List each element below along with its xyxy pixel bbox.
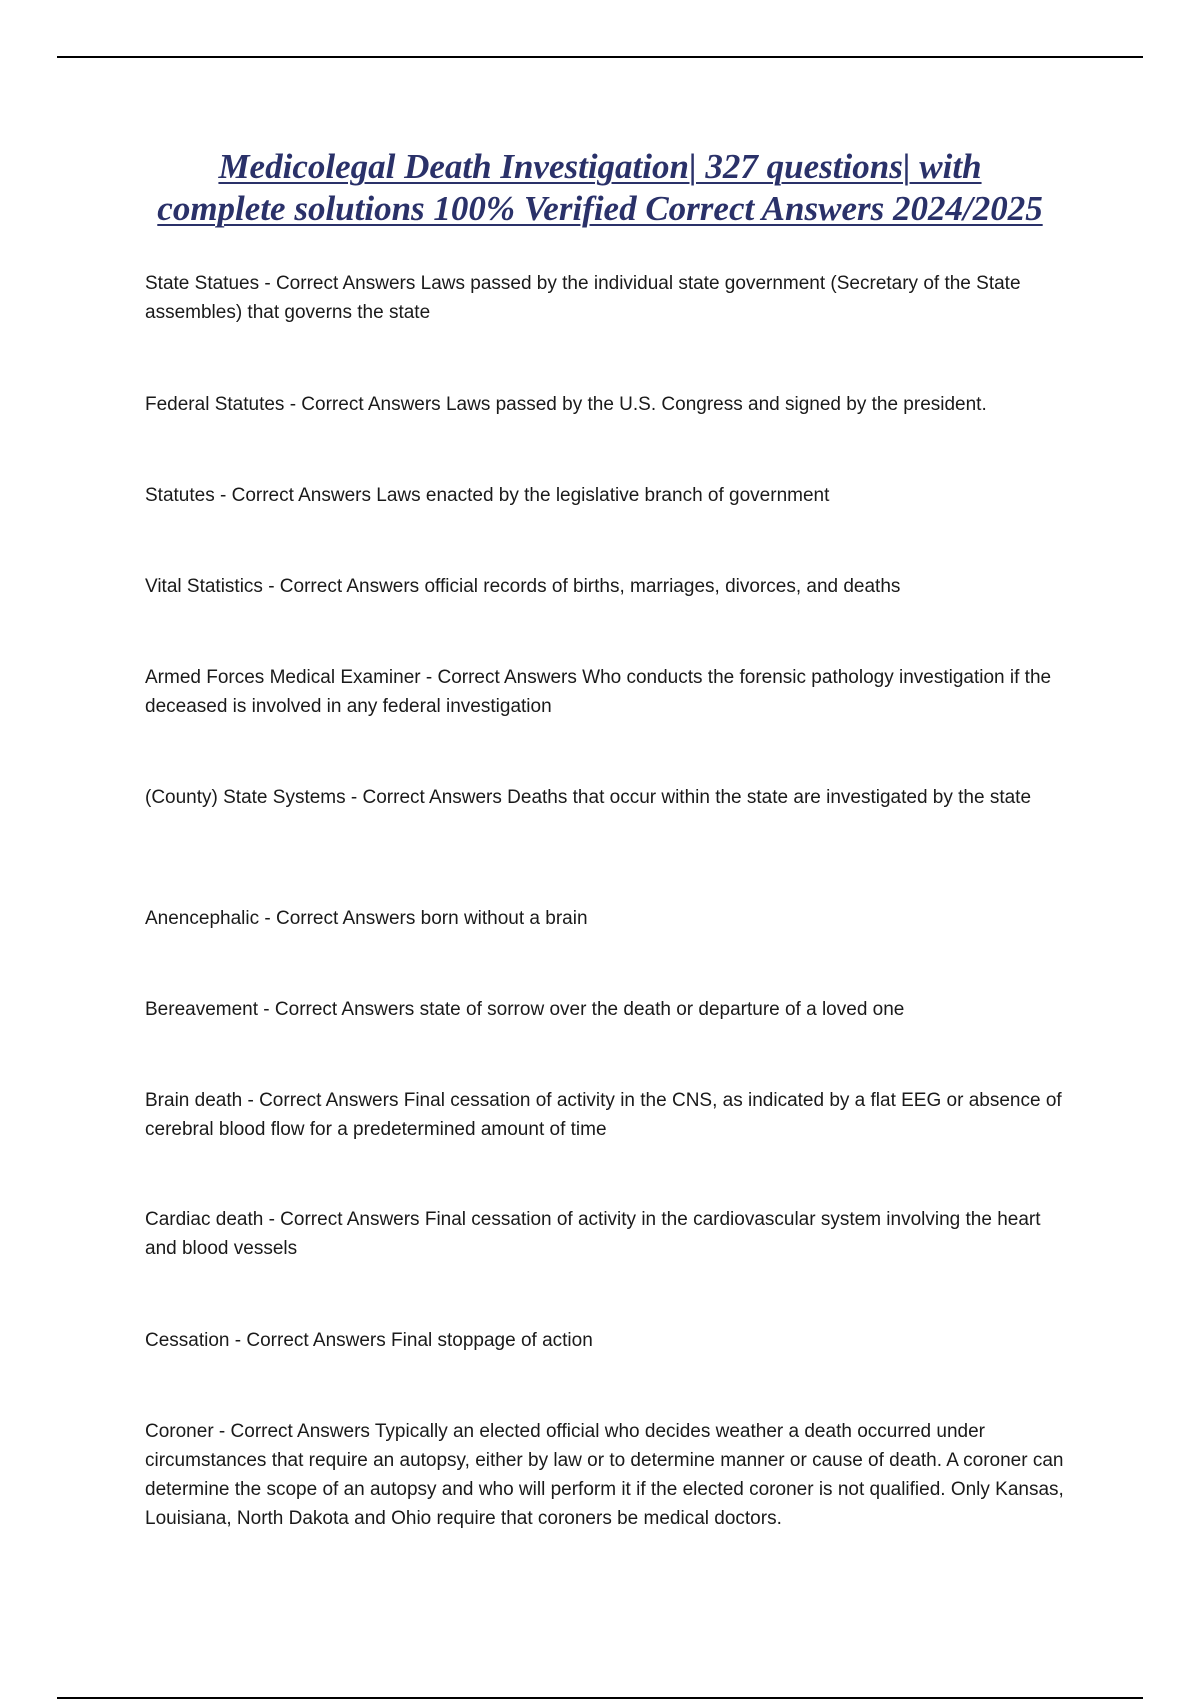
qa-answer: Typically an elected official who decides weather a death occurred under circumstances that require an autopsy, either by law or to determine manner or cause of death. A coroner can determine the scope of an autopsy and who will perform it if the elected coroner is not qualified. Only Kansas, Louisiana, North Dakota and Ohio require that coroners be medical doctors.: [145, 1421, 1064, 1529]
qa-term: Anencephalic: [145, 908, 260, 929]
qa-term: Vital Statistics: [145, 576, 263, 597]
qa-entry: [145, 995, 1065, 1024]
qa-separator: - Correct Answers: [258, 999, 420, 1020]
qa-answer: Laws passed by the U.S. Congress and signed by the president.: [445, 394, 987, 415]
qa-separator: - Correct Answers: [214, 485, 377, 506]
qa-term: Cessation: [145, 1330, 230, 1351]
qa-entry: [145, 1205, 1065, 1263]
qa-answer: Final stoppage of action: [391, 1330, 593, 1351]
qa-entry: [145, 783, 1065, 812]
qa-separator: - Correct Answers: [259, 273, 421, 294]
qa-separator: - Correct Answers: [262, 576, 425, 597]
qa-answer: Final cessation of activity in the cardiovascular system involving the heart and blood vessels: [145, 1209, 1041, 1259]
qa-answer: official records of births, marriages, divorces, and deaths: [424, 576, 901, 597]
qa-term: Federal Statutes: [145, 394, 285, 415]
qa-separator: - Correct Answers: [284, 394, 446, 415]
qa-answer: Final cessation of activity in the CNS, as indicated by a flat EEG or absence of cerebral blood flow for a predetermined amount of time: [145, 1090, 1062, 1140]
qa-answer: born without a brain: [420, 908, 588, 929]
qa-entry: [145, 904, 1065, 933]
qa-answer: state of sorrow over the death or departure of a loved one: [419, 999, 905, 1020]
qa-entry: [145, 572, 1065, 601]
qa-separator: - Correct Answers: [229, 1330, 392, 1351]
qa-answer: Deaths that occur within the state are investigated by the state: [507, 787, 1032, 808]
qa-entry: [145, 269, 1065, 327]
qa-term: Armed Forces Medical Examiner: [145, 667, 421, 688]
qa-separator: - Correct Answers: [420, 667, 583, 688]
bottom-divider: [57, 1697, 1143, 1699]
qa-entry: [145, 390, 1065, 419]
top-divider: [57, 56, 1143, 58]
qa-term: Brain death: [145, 1090, 243, 1111]
qa-separator: - Correct Answers: [259, 908, 421, 929]
qa-answer: Laws enacted by the legislative branch of government: [376, 485, 830, 506]
qa-term: (County) State Systems: [145, 787, 346, 808]
qa-entry: [145, 1086, 1065, 1144]
qa-entry: [145, 481, 1065, 510]
qa-separator: - Correct Answers: [345, 787, 508, 808]
qa-term: Statutes: [145, 485, 215, 506]
qa-separator: - Correct Answers: [242, 1090, 404, 1111]
qa-term: Coroner: [145, 1421, 214, 1442]
qa-entry: [145, 1326, 1065, 1355]
qa-entry: [145, 663, 1065, 721]
qa-term: Cardiac death: [145, 1209, 264, 1230]
qa-entry: [145, 1417, 1065, 1533]
qa-term: Bereavement: [145, 999, 259, 1020]
document-title: Medicolegal Death Investigation| 327 questions| with complete solutions 100% Verified Correct Answers 2024/2025: [157, 147, 1043, 228]
qa-answer: Laws passed by the individual state government (Secretary of the State assembles) that governs the state: [145, 273, 1021, 323]
qa-separator: - Correct Answers: [263, 1209, 425, 1230]
qa-term: State Statues: [145, 273, 260, 294]
qa-answer: Who conducts the forensic pathology investigation if the deceased is involved in any federal investigation: [145, 667, 1052, 717]
qa-separator: - Correct Answers: [213, 1421, 375, 1442]
